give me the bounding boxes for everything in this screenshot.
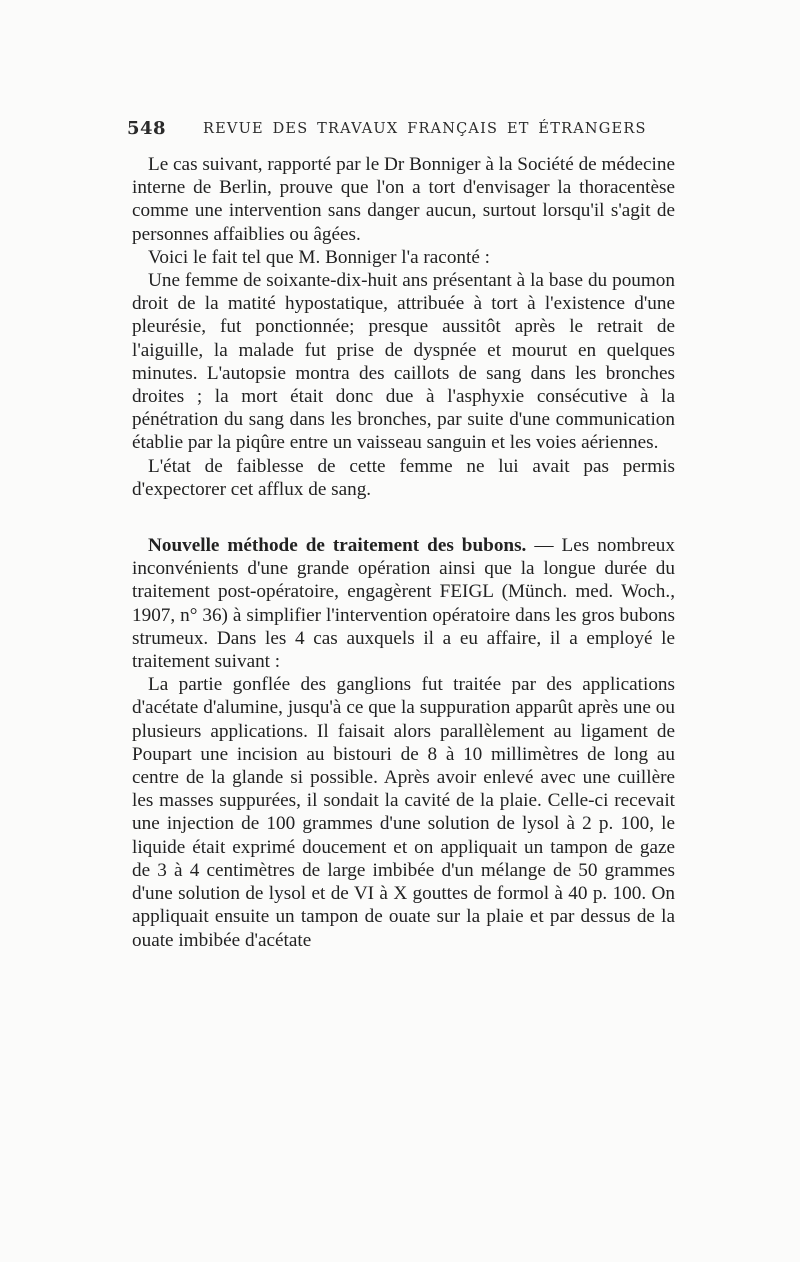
paragraph: La partie gonflée des ganglions fut traitée par des applications d'acétate d'alumine, jusqu'à ce que la suppuration apparût après une ou plusieurs applications. Il faisait alors parallèlement au ligament de Poupart une incision au bistouri de 8 à 10 millimètres de long au centre de la glande si possible. Après avoir enlevé avec une cuillère les masses suppurées, il sondait la cavité de la plaie. Celle-ci recevait une injection de 100 grammes d'une solution de lysol à 2 p. 100, le liquide était exprimé doucement et on appliquait un tampon de gaze de 3 à 4 centimètres de large imbibée d'un mélange de 50 grammes d'une solution de lysol et de VI à X gouttes de formol à 40 p. 100. On appliquait ensuite un tampon de ouate sur la plaie et par dessus de la ouate imbibée d'acétate (132, 674, 675, 951)
page-number: 548 (127, 118, 167, 139)
body-text (132, 153, 675, 952)
section-intro (132, 534, 675, 673)
section-spacer (132, 501, 675, 534)
paragraph: Une femme de soixante-dix-huit ans présentant à la base du poumon droit de la matité hypostatique, attribuée à tort à l'existence d'une pleurésie, fut ponctionnée; presque aussitôt après le retrait de l'aiguille, la malade fut prise de dyspnée et mourut en quelques minutes. L'autopsie montra des caillots de sang dans les bronches droites ; la mort était donc due à l'asphyxie consécutive à la pénétration du sang dans les bronches, par suite d'une communication établie par la piqûre entre un vaisseau sanguin et les voies aériennes. (132, 270, 675, 454)
paragraph: Voici le fait tel que M. Bonniger l'a raconté : (148, 246, 490, 268)
section-heading: Nouvelle méthode de traitement des bubons. (148, 535, 527, 557)
paragraph: L'état de faiblesse de cette femme ne lui avait pas permis d'expectorer cet afflux de sang. (132, 455, 675, 500)
paragraph: Le cas suivant, rapporté par le Dr Bonniger à la Société de médecine interne de Berlin, prouve que l'on a tort d'envisager la thoracentèse comme une intervention sans danger aucun, surtout lorsqu'il s'agit de personnes affaiblies ou âgées. (132, 154, 675, 245)
running-title: REVUE DES TRAVAUX FRANÇAIS ET ÉTRANGERS (203, 121, 647, 137)
page-header (127, 118, 675, 144)
section-intro-text: — Les nombreux inconvénients d'une grande opération ainsi que la longue durée du traitement post-opératoire, engagèrent FEIGL (Münch. med. Woch., 1907, n° 36) à simplifier l'intervention opératoire dans les gros bubons strumeux. Dans les 4 cas auxquels il a eu affaire, il a employé le traitement suivant : (132, 535, 675, 673)
